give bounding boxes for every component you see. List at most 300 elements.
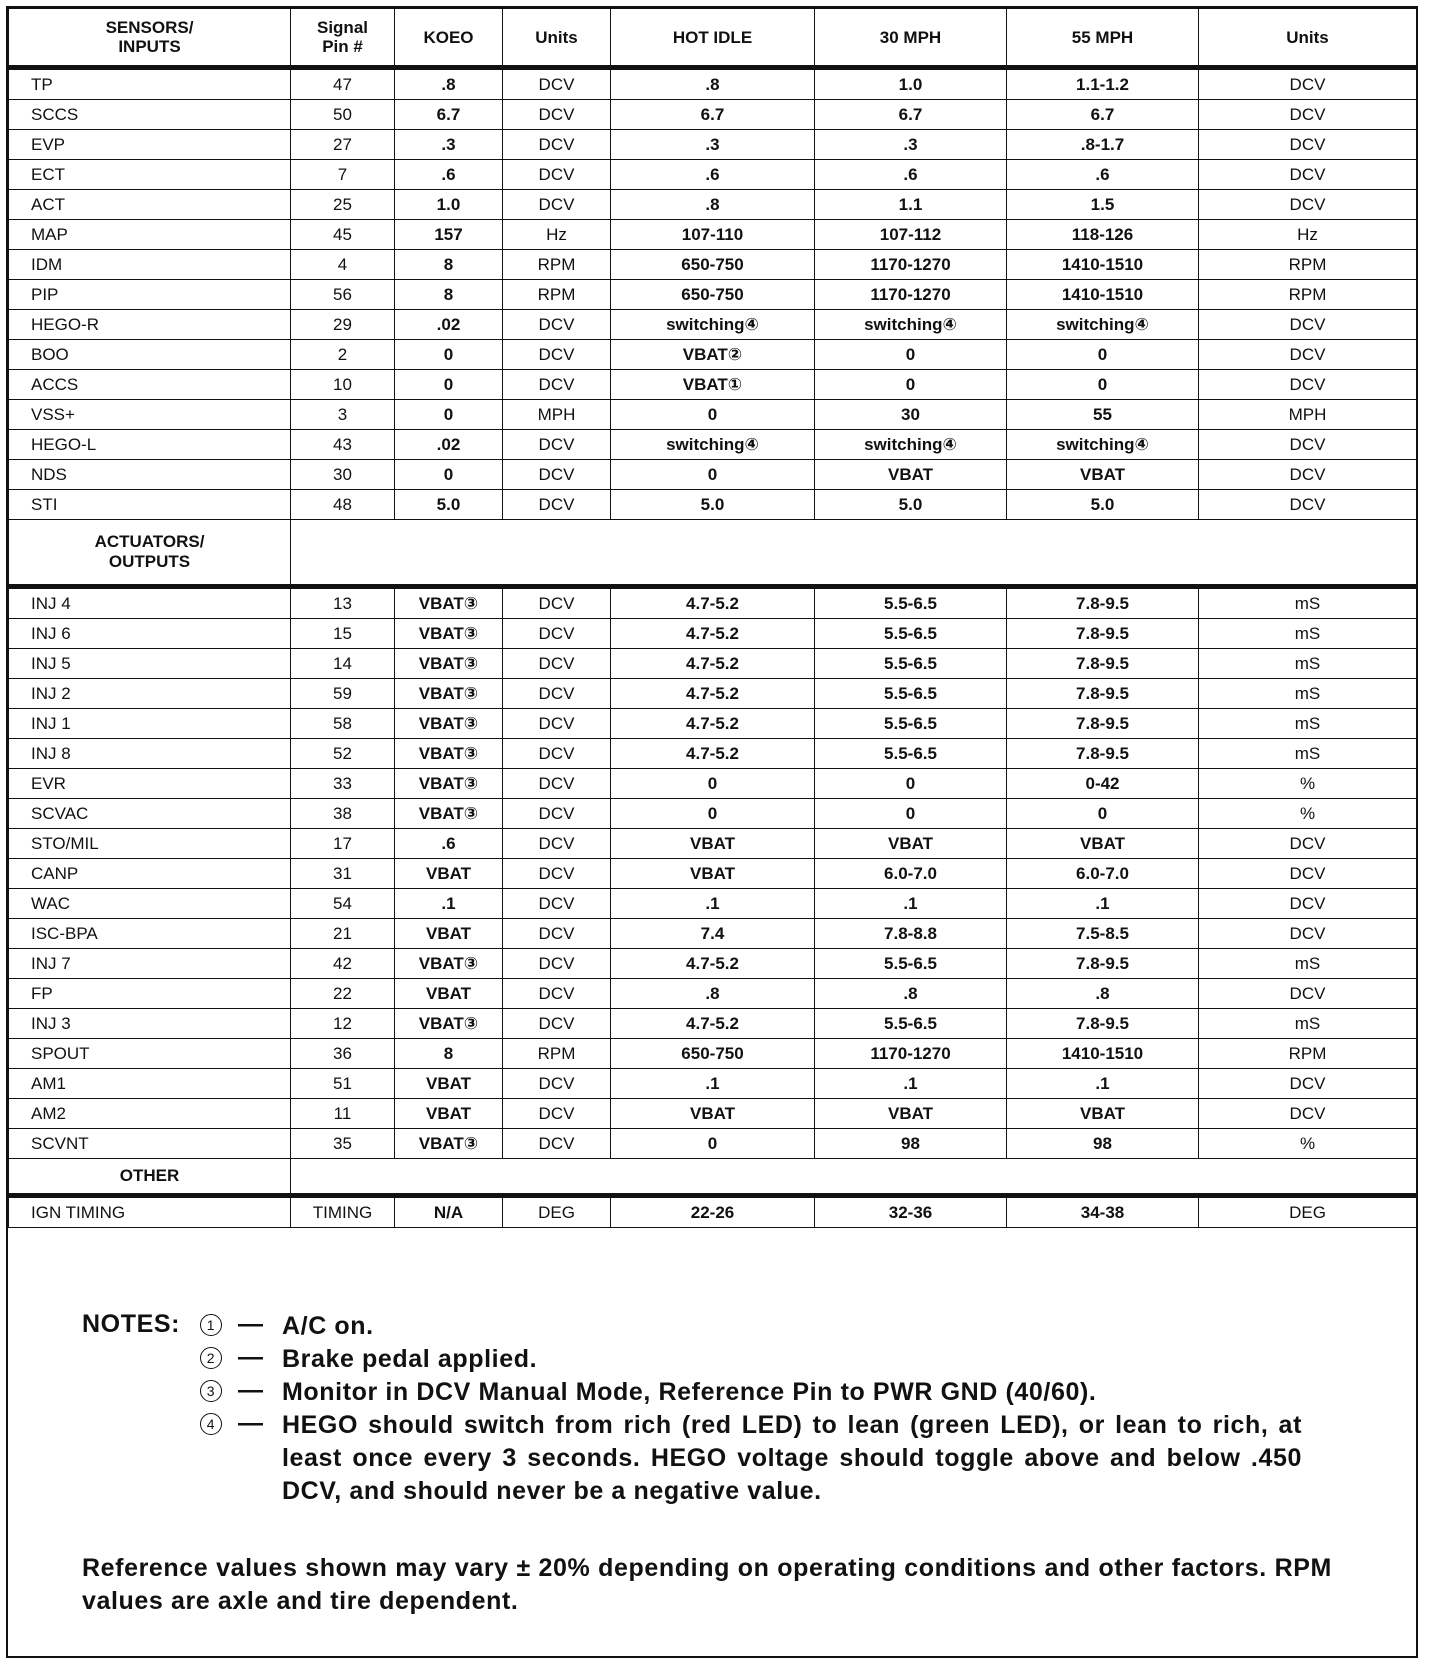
30-mph-value: 98 (815, 1129, 1007, 1159)
koeo-value: 157 (395, 220, 503, 250)
units-value: DCV (503, 739, 611, 769)
signal-pin: 2 (291, 340, 395, 370)
30-mph-value: VBAT (815, 460, 1007, 490)
units-value: DCV (503, 1069, 611, 1099)
signal-pin: 29 (291, 310, 395, 340)
55-mph-value: 1.1-1.2 (1007, 68, 1199, 100)
30-mph-value: .1 (815, 1069, 1007, 1099)
signal-name: EVR (9, 769, 291, 799)
55-mph-value: 7.8-9.5 (1007, 709, 1199, 739)
section-row (9, 520, 1417, 587)
table-row (9, 919, 1417, 949)
koeo-value: VBAT③ (395, 949, 503, 979)
actuators-outputs-label: ACTUATORS/ OUTPUTS (9, 520, 291, 587)
signal-pin: 33 (291, 769, 395, 799)
signal-pin: 27 (291, 130, 395, 160)
koeo-value: 8 (395, 1039, 503, 1069)
koeo-value: .02 (395, 310, 503, 340)
30-mph-value: 5.5-6.5 (815, 679, 1007, 709)
55-mph-value: 7.8-9.5 (1007, 649, 1199, 679)
units-value-2: RPM (1199, 1039, 1417, 1069)
notes-label: NOTES: (82, 1310, 181, 1338)
signal-name: HEGO-R (9, 310, 291, 340)
30-mph-value: 32-36 (815, 1196, 1007, 1228)
units-value-2: Hz (1199, 220, 1417, 250)
table-row (9, 1009, 1417, 1039)
55-mph-value: 7.8-9.5 (1007, 679, 1199, 709)
note-item (82, 1376, 1332, 1409)
units-value-2: mS (1199, 1009, 1417, 1039)
30-mph-value: 0 (815, 799, 1007, 829)
signal-name: AM1 (9, 1069, 291, 1099)
units-value-2: DCV (1199, 919, 1417, 949)
30-mph-value: switching④ (815, 430, 1007, 460)
koeo-value: 0 (395, 370, 503, 400)
koeo-value: 0 (395, 340, 503, 370)
table-row (9, 68, 1417, 100)
hot-idle-value: VBAT② (611, 340, 815, 370)
hot-idle-value: 107-110 (611, 220, 815, 250)
units-value-2: DCV (1199, 340, 1417, 370)
30-mph-value: switching④ (815, 310, 1007, 340)
units-value: DCV (503, 190, 611, 220)
55-mph-value: 55 (1007, 400, 1199, 430)
hot-idle-value: 0 (611, 460, 815, 490)
signal-pin: 45 (291, 220, 395, 250)
koeo-value: 5.0 (395, 490, 503, 520)
koeo-value: 8 (395, 280, 503, 310)
table-row (9, 490, 1417, 520)
55-mph-value: 6.0-7.0 (1007, 859, 1199, 889)
reference-disclaimer: Reference values shown may vary ± 20% depending on operating conditions and other factors. RPM values are axle and tire dependent. (82, 1554, 1332, 1615)
units-value-2: DCV (1199, 1069, 1417, 1099)
units-header-2: Units (1199, 9, 1417, 68)
table-row (9, 1039, 1417, 1069)
hot-idle-value: .3 (611, 130, 815, 160)
30-mph-value: 7.8-8.8 (815, 919, 1007, 949)
units-value: DCV (503, 587, 611, 619)
note-text: A/C on. (282, 1312, 374, 1340)
units-value: DCV (503, 460, 611, 490)
signal-pin-header: Signal Pin # (291, 9, 395, 68)
units-value: DEG (503, 1196, 611, 1228)
hot-idle-value: 0 (611, 400, 815, 430)
units-value: DCV (503, 859, 611, 889)
55-mph-value: 0 (1007, 799, 1199, 829)
signal-name: WAC (9, 889, 291, 919)
units-value-2: DCV (1199, 460, 1417, 490)
30-mph-value: VBAT (815, 829, 1007, 859)
table-row (9, 1069, 1417, 1099)
signal-name: TP (9, 68, 291, 100)
table-row (9, 1129, 1417, 1159)
other-label: OTHER (9, 1159, 291, 1196)
table-row (9, 709, 1417, 739)
30-mph-value: 1170-1270 (815, 250, 1007, 280)
units-value: DCV (503, 68, 611, 100)
units-value: DCV (503, 370, 611, 400)
note-text: Brake pedal applied. (282, 1345, 538, 1373)
signal-name: CANP (9, 859, 291, 889)
table-row (9, 619, 1417, 649)
note-dash: — (238, 1310, 264, 1338)
signal-name: EVP (9, 130, 291, 160)
units-value: MPH (503, 400, 611, 430)
table-row (9, 310, 1417, 340)
hot-idle-value: VBAT (611, 1099, 815, 1129)
units-value-2: % (1199, 769, 1417, 799)
hot-idle-value: 7.4 (611, 919, 815, 949)
signal-name: INJ 6 (9, 619, 291, 649)
signal-pin: 13 (291, 587, 395, 619)
koeo-value: .8 (395, 68, 503, 100)
hot-idle-value: 4.7-5.2 (611, 649, 815, 679)
55-mph-value: 7.8-9.5 (1007, 619, 1199, 649)
55-mph-value: VBAT (1007, 460, 1199, 490)
koeo-value: VBAT③ (395, 799, 503, 829)
55-mph-value: switching④ (1007, 310, 1199, 340)
koeo-value: N/A (395, 1196, 503, 1228)
signal-name: INJ 2 (9, 679, 291, 709)
header-row (9, 9, 1417, 68)
hot-idle-value: 6.7 (611, 100, 815, 130)
table-row (9, 370, 1417, 400)
note-dash: — (238, 1376, 264, 1404)
30-mph-value: 0 (815, 370, 1007, 400)
koeo-value: .6 (395, 829, 503, 859)
55-mph-value: switching④ (1007, 430, 1199, 460)
units-value-2: RPM (1199, 250, 1417, 280)
units-value-2: mS (1199, 587, 1417, 619)
signal-name: INJ 4 (9, 587, 291, 619)
55-mph-value: .8-1.7 (1007, 130, 1199, 160)
table-row (9, 949, 1417, 979)
hot-idle-value: 4.7-5.2 (611, 709, 815, 739)
koeo-value: VBAT③ (395, 679, 503, 709)
signal-pin: TIMING (291, 1196, 395, 1228)
units-value: DCV (503, 1009, 611, 1039)
table-row (9, 100, 1417, 130)
table-row (9, 679, 1417, 709)
signal-name: STI (9, 490, 291, 520)
table-row (9, 889, 1417, 919)
koeo-value: .6 (395, 160, 503, 190)
koeo-value: 0 (395, 460, 503, 490)
55-mph-value: 118-126 (1007, 220, 1199, 250)
signal-pin: 3 (291, 400, 395, 430)
units-value-2: DCV (1199, 889, 1417, 919)
55-mph-value: 7.8-9.5 (1007, 949, 1199, 979)
hot-idle-value: 4.7-5.2 (611, 587, 815, 619)
signal-name: ECT (9, 160, 291, 190)
table-row (9, 979, 1417, 1009)
table-row (9, 1099, 1417, 1129)
units-value: DCV (503, 649, 611, 679)
koeo-value: .02 (395, 430, 503, 460)
units-value: DCV (503, 949, 611, 979)
signal-pin: 35 (291, 1129, 395, 1159)
55-mph-value: 6.7 (1007, 100, 1199, 130)
sensors-inputs-header: SENSORS/ INPUTS (9, 9, 291, 68)
units-value-2: mS (1199, 739, 1417, 769)
koeo-value: VBAT (395, 859, 503, 889)
koeo-value: VBAT (395, 919, 503, 949)
reference-values-sheet (6, 6, 1418, 1658)
table-row (9, 769, 1417, 799)
30-mph-value: 5.5-6.5 (815, 949, 1007, 979)
units-value-2: MPH (1199, 400, 1417, 430)
units-value-2: DCV (1199, 370, 1417, 400)
signal-name: IDM (9, 250, 291, 280)
signal-name: BOO (9, 340, 291, 370)
hot-idle-value: 650-750 (611, 280, 815, 310)
units-value-2: % (1199, 1129, 1417, 1159)
note-text: HEGO should switch from rich (red LED) to lean (green LED), or lean to rich, at least once every 3 seconds. HEGO voltage should toggle above and below .450 DCV, and should never be a negative value. (282, 1411, 1302, 1505)
30-mph-value: 5.5-6.5 (815, 739, 1007, 769)
koeo-value: 8 (395, 250, 503, 280)
koeo-value: VBAT③ (395, 587, 503, 619)
units-value: DCV (503, 679, 611, 709)
note-text: Monitor in DCV Manual Mode, Reference Pin to PWR GND (40/60). (282, 1378, 1097, 1406)
signal-pin: 4 (291, 250, 395, 280)
signal-pin: 59 (291, 679, 395, 709)
signal-pin: 47 (291, 68, 395, 100)
hot-idle-value: 4.7-5.2 (611, 679, 815, 709)
notes (82, 1310, 1332, 1505)
signal-name: MAP (9, 220, 291, 250)
units-value: DCV (503, 979, 611, 1009)
units-value: Hz (503, 220, 611, 250)
30-mph-value: 5.5-6.5 (815, 1009, 1007, 1039)
hot-idle-value: 650-750 (611, 1039, 815, 1069)
units-value: DCV (503, 709, 611, 739)
units-value-2: DCV (1199, 859, 1417, 889)
table-row (9, 160, 1417, 190)
signal-name: NDS (9, 460, 291, 490)
55-mph-value: 0 (1007, 340, 1199, 370)
table-row (9, 400, 1417, 430)
table-row (9, 799, 1417, 829)
30-mph-value: 5.0 (815, 490, 1007, 520)
table-row (9, 430, 1417, 460)
table-row (9, 130, 1417, 160)
55-mph-value: 0 (1007, 370, 1199, 400)
koeo-value: VBAT③ (395, 769, 503, 799)
signal-name: IGN TIMING (9, 1196, 291, 1228)
units-value: DCV (503, 310, 611, 340)
units-value-2: DCV (1199, 430, 1417, 460)
hot-idle-value: switching④ (611, 310, 815, 340)
55-mph-value: 7.8-9.5 (1007, 1009, 1199, 1039)
koeo-value: VBAT③ (395, 1129, 503, 1159)
units-value: DCV (503, 160, 611, 190)
note-number-icon: 3 (200, 1380, 222, 1402)
signal-pin: 38 (291, 799, 395, 829)
hot-idle-value: 4.7-5.2 (611, 739, 815, 769)
units-value-2: DCV (1199, 190, 1417, 220)
55-mph-value: .1 (1007, 1069, 1199, 1099)
koeo-value: VBAT (395, 1069, 503, 1099)
note-dash: — (238, 1343, 264, 1371)
55-mph-value: 7.8-9.5 (1007, 739, 1199, 769)
hot-idle-value: 0 (611, 799, 815, 829)
outputs-section (9, 587, 1417, 1159)
signal-name: VSS+ (9, 400, 291, 430)
koeo-value: VBAT③ (395, 619, 503, 649)
units-value-2: DCV (1199, 829, 1417, 859)
note-item (82, 1343, 1332, 1376)
units-value-2: mS (1199, 649, 1417, 679)
signal-name: SCCS (9, 100, 291, 130)
units-header: Units (503, 9, 611, 68)
units-value-2: DCV (1199, 68, 1417, 100)
table-row (9, 829, 1417, 859)
55-mph-value: VBAT (1007, 1099, 1199, 1129)
units-value: DCV (503, 769, 611, 799)
signal-name: ISC-BPA (9, 919, 291, 949)
30-mph-value: 5.5-6.5 (815, 587, 1007, 619)
koeo-value: VBAT (395, 1099, 503, 1129)
koeo-value: 0 (395, 400, 503, 430)
hot-idle-value: 4.7-5.2 (611, 1009, 815, 1039)
signal-name: SPOUT (9, 1039, 291, 1069)
signal-pin: 17 (291, 829, 395, 859)
signal-pin: 58 (291, 709, 395, 739)
signal-pin: 11 (291, 1099, 395, 1129)
30-mph-value: .6 (815, 160, 1007, 190)
55-mph-value: 98 (1007, 1129, 1199, 1159)
units-value-2: DCV (1199, 160, 1417, 190)
signal-name: PIP (9, 280, 291, 310)
signal-name: INJ 3 (9, 1009, 291, 1039)
units-value-2: DEG (1199, 1196, 1417, 1228)
30-mph-value: 1.0 (815, 68, 1007, 100)
55-mph-value: 0-42 (1007, 769, 1199, 799)
signal-name: INJ 1 (9, 709, 291, 739)
units-value: DCV (503, 619, 611, 649)
signal-pin: 30 (291, 460, 395, 490)
other-section-header (9, 1159, 1417, 1196)
55-mph-value: 1.5 (1007, 190, 1199, 220)
signal-pin: 48 (291, 490, 395, 520)
signal-pin: 14 (291, 649, 395, 679)
units-value-2: DCV (1199, 490, 1417, 520)
30-mph-value: VBAT (815, 1099, 1007, 1129)
hot-idle-value: 5.0 (611, 490, 815, 520)
table-row (9, 250, 1417, 280)
koeo-value: .3 (395, 130, 503, 160)
actuators-section-header (9, 520, 1417, 587)
30-mph-value: 5.5-6.5 (815, 619, 1007, 649)
koeo-value: VBAT③ (395, 739, 503, 769)
signal-pin: 21 (291, 919, 395, 949)
hot-idle-value: VBAT① (611, 370, 815, 400)
signal-name: HEGO-L (9, 430, 291, 460)
30-mph-value: 0 (815, 340, 1007, 370)
signal-pin: 52 (291, 739, 395, 769)
table-row (9, 1196, 1417, 1228)
units-value-2: % (1199, 799, 1417, 829)
units-value: DCV (503, 490, 611, 520)
units-value: DCV (503, 829, 611, 859)
55-mph-value: .8 (1007, 979, 1199, 1009)
units-value-2: DCV (1199, 979, 1417, 1009)
koeo-value: VBAT③ (395, 649, 503, 679)
hot-idle-value: 650-750 (611, 250, 815, 280)
30-mph-value: 5.5-6.5 (815, 709, 1007, 739)
units-value: DCV (503, 1129, 611, 1159)
55-mph-value: 5.0 (1007, 490, 1199, 520)
hot-idle-header: HOT IDLE (611, 9, 815, 68)
units-value: DCV (503, 430, 611, 460)
other-section (9, 1196, 1417, 1228)
inputs-section (9, 68, 1417, 520)
units-value-2: RPM (1199, 280, 1417, 310)
signal-pin: 51 (291, 1069, 395, 1099)
hot-idle-value: 4.7-5.2 (611, 619, 815, 649)
55-mph-value: 1410-1510 (1007, 1039, 1199, 1069)
note-dash: — (238, 1409, 264, 1437)
units-value-2: mS (1199, 619, 1417, 649)
signal-name: INJ 5 (9, 649, 291, 679)
signal-pin: 25 (291, 190, 395, 220)
table-row (9, 460, 1417, 490)
units-value: RPM (503, 250, 611, 280)
table-row (9, 280, 1417, 310)
signal-pin: 10 (291, 370, 395, 400)
note-item (82, 1409, 1332, 1505)
section-blank (291, 1159, 1417, 1196)
30-mph-header: 30 MPH (815, 9, 1007, 68)
units-value-2: DCV (1199, 310, 1417, 340)
30-mph-value: 107-112 (815, 220, 1007, 250)
signal-name: FP (9, 979, 291, 1009)
signal-pin: 50 (291, 100, 395, 130)
30-mph-value: 1170-1270 (815, 280, 1007, 310)
koeo-value: 1.0 (395, 190, 503, 220)
55-mph-value: .6 (1007, 160, 1199, 190)
55-mph-value: 1410-1510 (1007, 280, 1199, 310)
signal-pin: 43 (291, 430, 395, 460)
signal-pin: 42 (291, 949, 395, 979)
units-value-2: DCV (1199, 130, 1417, 160)
note-item (82, 1310, 1332, 1343)
30-mph-value: .1 (815, 889, 1007, 919)
table-row (9, 739, 1417, 769)
30-mph-value: 1170-1270 (815, 1039, 1007, 1069)
hot-idle-value: VBAT (611, 859, 815, 889)
units-value: RPM (503, 280, 611, 310)
signal-pin: 56 (291, 280, 395, 310)
hot-idle-value: .8 (611, 190, 815, 220)
signal-name: INJ 8 (9, 739, 291, 769)
signal-pin: 22 (291, 979, 395, 1009)
signal-name: SCVNT (9, 1129, 291, 1159)
units-value: DCV (503, 130, 611, 160)
units-value-2: mS (1199, 709, 1417, 739)
30-mph-value: 6.0-7.0 (815, 859, 1007, 889)
units-value-2: mS (1199, 679, 1417, 709)
signal-name: SCVAC (9, 799, 291, 829)
signal-name: STO/MIL (9, 829, 291, 859)
hot-idle-value: switching④ (611, 430, 815, 460)
units-value: DCV (503, 889, 611, 919)
koeo-header: KOEO (395, 9, 503, 68)
hot-idle-value: 0 (611, 1129, 815, 1159)
units-value: DCV (503, 799, 611, 829)
units-value: DCV (503, 100, 611, 130)
units-value-2: mS (1199, 949, 1417, 979)
